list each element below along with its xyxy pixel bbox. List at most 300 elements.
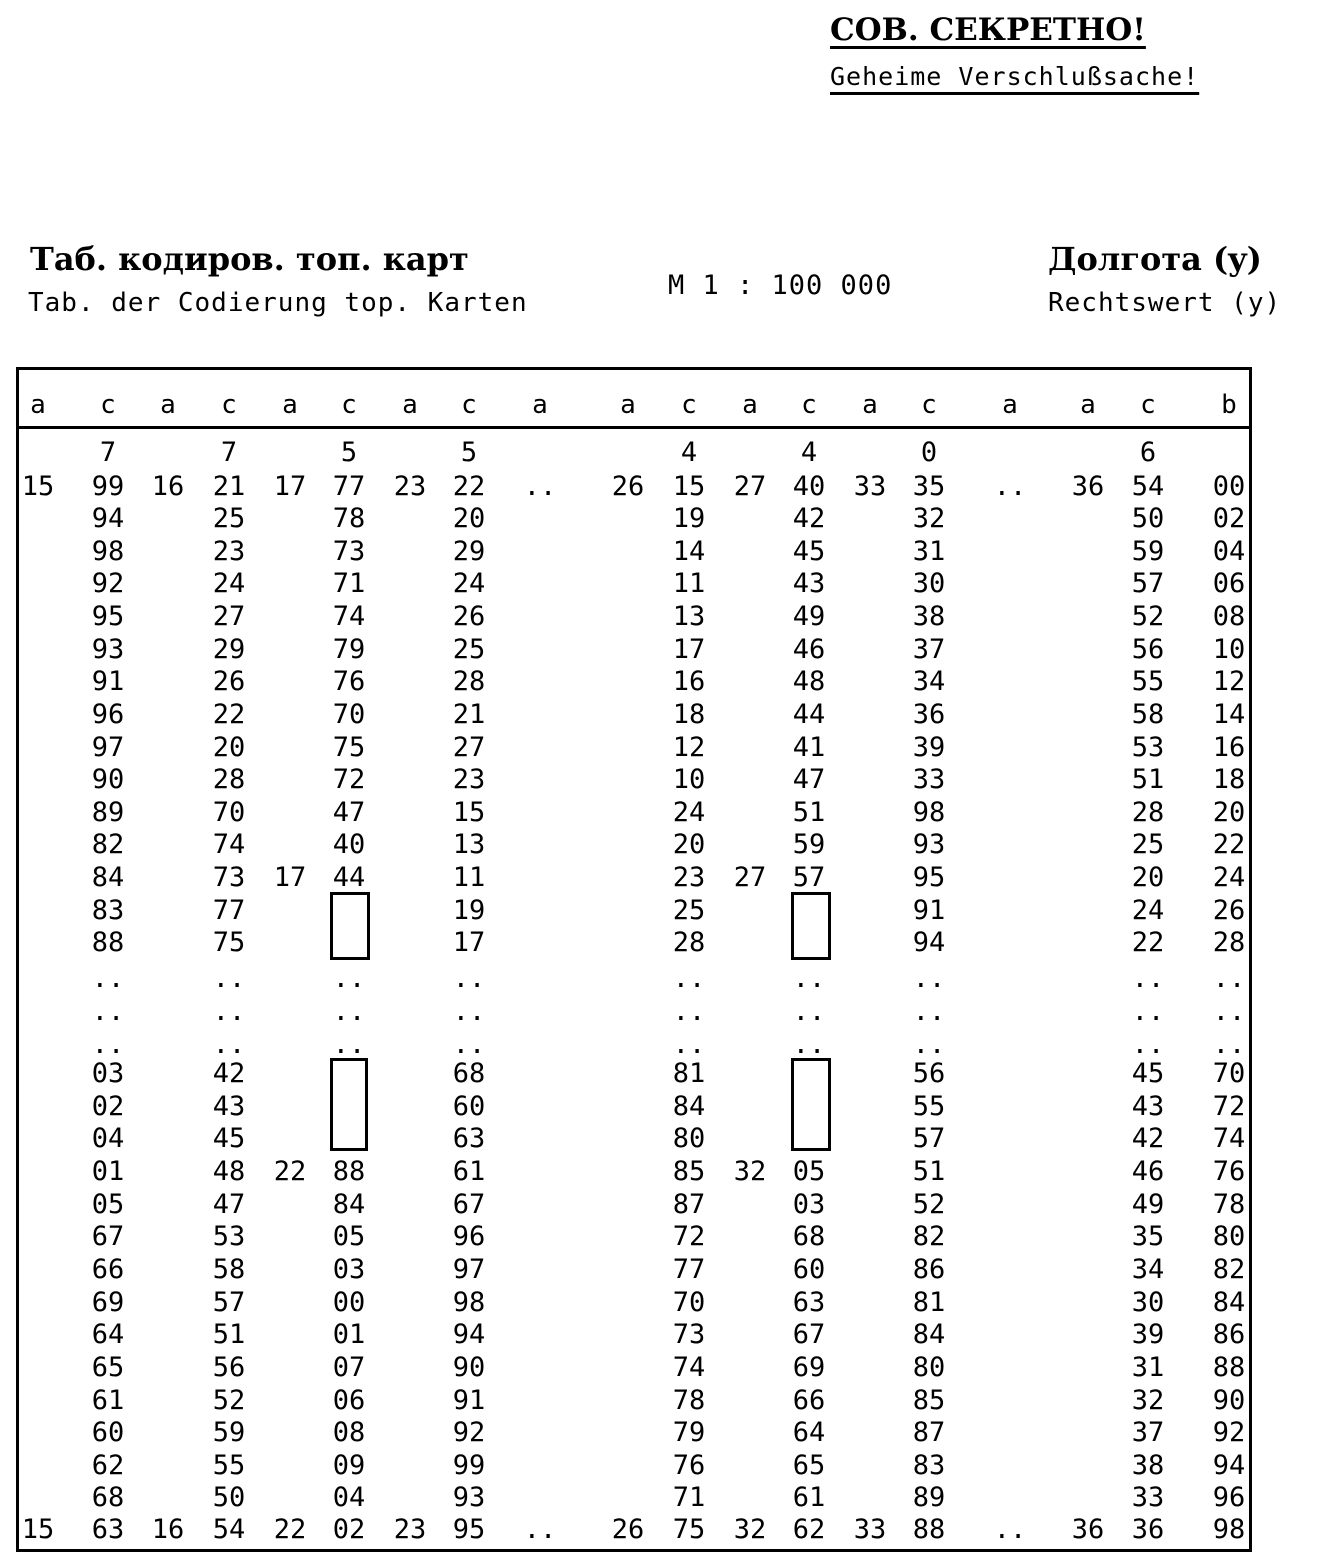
table-cell	[510, 829, 570, 861]
table-cell: 97	[452, 1254, 486, 1285]
table-cell: 71	[332, 568, 366, 599]
table-cell: 19	[672, 503, 706, 534]
table-cell	[380, 1385, 440, 1417]
table-cell	[8, 862, 68, 894]
table-cell	[380, 1123, 440, 1155]
table-cell: 15	[452, 797, 486, 828]
column-header: c	[801, 390, 817, 420]
table-cell: 04	[1212, 536, 1246, 567]
table-cell	[8, 1319, 68, 1351]
table-cell: 10	[1212, 634, 1246, 665]
table-cell: 39	[1131, 1319, 1165, 1350]
table-cell	[510, 666, 570, 698]
table-cell: 24	[452, 568, 486, 599]
table-cell: 98	[452, 1287, 486, 1318]
column-header: c	[221, 390, 237, 420]
table-cell: ..	[1212, 1029, 1246, 1060]
table-cell: 32	[912, 503, 946, 534]
table-cell	[720, 1029, 780, 1061]
table-cell: 82	[912, 1221, 946, 1252]
table-cell: 16	[1212, 732, 1246, 763]
table-cell	[840, 1221, 900, 1253]
table-cell: 49	[1131, 1189, 1165, 1220]
table-cell	[980, 503, 1040, 535]
table-cell: ..	[91, 1029, 125, 1060]
table-cell	[380, 536, 440, 568]
table-cell: 22	[452, 471, 486, 502]
table-cell	[260, 634, 320, 666]
table-cell: 16	[151, 1514, 185, 1545]
table-cell	[980, 601, 1040, 633]
table-cell: 14	[1212, 699, 1246, 730]
table-cell: ..	[672, 963, 706, 994]
table-cell: 25	[1131, 829, 1165, 860]
table-cell: 23	[393, 471, 427, 502]
table-cell: 45	[1131, 1058, 1165, 1089]
table-cell	[1058, 503, 1118, 535]
table-cell: 02	[1212, 503, 1246, 534]
table-cell: 67	[91, 1221, 125, 1252]
table-cell: 15	[21, 471, 55, 502]
table-cell	[8, 666, 68, 698]
table-cell: 43	[212, 1091, 246, 1122]
table-cell: 13	[672, 601, 706, 632]
table-cell: 83	[91, 895, 125, 926]
map-scale: M 1 : 100 000	[668, 270, 893, 301]
table-cell	[1058, 797, 1118, 829]
table-cell: 98	[1212, 1514, 1246, 1545]
table-cell	[510, 601, 570, 633]
table-cell	[980, 1189, 1040, 1221]
table-cell	[1058, 601, 1118, 633]
table-cell: 81	[672, 1058, 706, 1089]
classification-russian: СОВ. СЕКРЕТНО!	[830, 12, 1146, 48]
table-cell	[720, 536, 780, 568]
table-cell: 83	[912, 1450, 946, 1481]
table-cell: 65	[91, 1352, 125, 1383]
table-cell	[510, 568, 570, 600]
table-cell	[840, 829, 900, 861]
table-cell: 62	[792, 1514, 826, 1545]
table-cell	[138, 503, 198, 535]
table-cell: 08	[332, 1417, 366, 1448]
table-cell: 67	[792, 1319, 826, 1350]
table-cell: 81	[912, 1287, 946, 1318]
table-cell: 51	[792, 797, 826, 828]
table-cell: ..	[1212, 963, 1246, 994]
table-cell	[1058, 1156, 1118, 1188]
table-cell	[840, 1156, 900, 1188]
table-cell	[840, 1482, 900, 1514]
table-cell	[138, 437, 198, 469]
table-cell: 6	[1139, 437, 1157, 468]
table-cell	[598, 1287, 658, 1319]
table-cell	[598, 1123, 658, 1155]
table-cell: 62	[91, 1450, 125, 1481]
table-cell	[840, 601, 900, 633]
table-cell	[380, 568, 440, 600]
table-cell	[8, 1417, 68, 1449]
table-cell	[840, 1254, 900, 1286]
table-cell	[260, 1417, 320, 1449]
table-cell	[1058, 1319, 1118, 1351]
table-cell: 90	[91, 764, 125, 795]
table-cell	[138, 601, 198, 633]
table-cell	[1058, 732, 1118, 764]
table-cell: 16	[672, 666, 706, 697]
table-cell	[1058, 1091, 1118, 1123]
table-cell: 59	[792, 829, 826, 860]
table-cell: 94	[452, 1319, 486, 1350]
table-cell	[720, 1091, 780, 1123]
table-cell	[380, 1482, 440, 1514]
table-cell: 24	[212, 568, 246, 599]
table-cell: 17	[273, 471, 307, 502]
table-cell: 40	[792, 471, 826, 502]
table-cell	[598, 1221, 658, 1253]
table-cell	[598, 927, 658, 959]
table-cell: 79	[672, 1417, 706, 1448]
table-cell: 53	[212, 1221, 246, 1252]
table-cell	[138, 996, 198, 1028]
table-cell: 46	[792, 634, 826, 665]
table-cell	[980, 862, 1040, 894]
table-cell: 70	[672, 1287, 706, 1318]
table-cell	[720, 764, 780, 796]
gap-box	[330, 892, 370, 960]
table-cell: 46	[1131, 1156, 1165, 1187]
column-header: a	[30, 390, 46, 420]
table-cell	[510, 963, 570, 995]
table-cell	[260, 1091, 320, 1123]
table-cell	[380, 797, 440, 829]
table-cell	[260, 1221, 320, 1253]
table-cell: 72	[332, 764, 366, 795]
table-cell: 60	[91, 1417, 125, 1448]
table-cell: 18	[1212, 764, 1246, 795]
table-cell	[8, 568, 68, 600]
table-cell: 86	[1212, 1319, 1246, 1350]
table-cell	[980, 666, 1040, 698]
table-cell: 69	[792, 1352, 826, 1383]
table-cell	[260, 1450, 320, 1482]
table-cell	[510, 895, 570, 927]
table-cell	[8, 1287, 68, 1319]
table-cell	[8, 437, 68, 469]
column-header: c	[100, 390, 116, 420]
table-cell: 53	[1131, 732, 1165, 763]
table-cell: 90	[1212, 1385, 1246, 1416]
table-cell: 24	[1212, 862, 1246, 893]
table-cell: 25	[212, 503, 246, 534]
table-cell: 68	[91, 1482, 125, 1513]
table-cell: 03	[91, 1058, 125, 1089]
table-cell	[980, 536, 1040, 568]
table-cell	[598, 996, 658, 1028]
table-cell: 04	[91, 1123, 125, 1154]
table-cell	[1058, 927, 1118, 959]
table-cell	[8, 1189, 68, 1221]
table-cell: 54	[1131, 471, 1165, 502]
table-cell	[260, 1482, 320, 1514]
table-cell: 82	[1212, 1254, 1246, 1285]
table-cell: 82	[91, 829, 125, 860]
table-cell	[598, 1156, 658, 1188]
table-cell: 33	[853, 471, 887, 502]
table-cell: 67	[452, 1189, 486, 1220]
table-cell: 95	[912, 862, 946, 893]
table-cell	[380, 1254, 440, 1286]
column-header: c	[681, 390, 697, 420]
table-cell	[8, 895, 68, 927]
table-cell: ..	[792, 996, 826, 1027]
table-cell: 23	[393, 1514, 427, 1545]
table-cell: ..	[452, 1029, 486, 1060]
table-cell: 74	[332, 601, 366, 632]
table-cell: ..	[91, 963, 125, 994]
table-cell: 96	[1212, 1482, 1246, 1513]
table-cell	[1058, 764, 1118, 796]
table-cell	[8, 732, 68, 764]
table-cell: 36	[912, 699, 946, 730]
table-cell	[260, 1385, 320, 1417]
table-cell	[598, 503, 658, 535]
table-cell	[138, 1123, 198, 1155]
table-cell: ..	[212, 963, 246, 994]
table-cell: 01	[91, 1156, 125, 1187]
table-cell: ..	[452, 963, 486, 994]
table-cell: ..	[672, 1029, 706, 1060]
table-cell	[380, 1417, 440, 1449]
column-header: a	[742, 390, 758, 420]
table-cell: 03	[332, 1254, 366, 1285]
table-cell: 61	[792, 1482, 826, 1513]
table-cell	[980, 1091, 1040, 1123]
table-cell	[8, 764, 68, 796]
table-cell	[840, 996, 900, 1028]
table-cell: 32	[733, 1514, 767, 1545]
table-cell	[720, 1058, 780, 1090]
table-cell	[380, 963, 440, 995]
table-cell	[138, 1417, 198, 1449]
table-cell	[138, 1482, 198, 1514]
table-cell: 26	[611, 471, 645, 502]
gap-box	[791, 892, 831, 960]
table-cell	[980, 764, 1040, 796]
table-cell	[380, 1091, 440, 1123]
table-cell	[380, 1450, 440, 1482]
table-cell	[510, 1254, 570, 1286]
table-cell: 44	[792, 699, 826, 730]
table-cell: 51	[212, 1319, 246, 1350]
table-cell	[840, 1385, 900, 1417]
table-cell: 03	[792, 1189, 826, 1220]
table-cell: 84	[91, 862, 125, 893]
table-cell	[138, 1091, 198, 1123]
table-cell: 36	[1131, 1514, 1165, 1545]
table-cell	[138, 1319, 198, 1351]
table-cell: ..	[672, 996, 706, 1027]
table-cell: 84	[672, 1091, 706, 1122]
table-cell: 73	[332, 536, 366, 567]
table-cell	[138, 862, 198, 894]
table-cell: 52	[1131, 601, 1165, 632]
table-cell: 28	[452, 666, 486, 697]
table-cell	[1058, 437, 1118, 469]
table-cell: 63	[91, 1514, 125, 1545]
table-cell	[720, 1352, 780, 1384]
table-cell	[840, 536, 900, 568]
table-cell: 96	[91, 699, 125, 730]
table-cell	[510, 1221, 570, 1253]
table-cell	[980, 699, 1040, 731]
table-cell	[510, 503, 570, 535]
table-cell: 74	[1212, 1123, 1246, 1154]
table-cell	[720, 797, 780, 829]
table-cell: 95	[452, 1514, 486, 1545]
table-cell: 20	[1212, 797, 1246, 828]
column-header: a	[532, 390, 548, 420]
table-cell: 28	[212, 764, 246, 795]
table-cell: 76	[1212, 1156, 1246, 1187]
table-cell: 06	[332, 1385, 366, 1416]
table-cell: 69	[91, 1287, 125, 1318]
table-cell	[8, 699, 68, 731]
table-cell	[980, 1482, 1040, 1514]
table-cell: ..	[91, 996, 125, 1027]
table-cell: 92	[1212, 1417, 1246, 1448]
table-cell: 84	[912, 1319, 946, 1350]
table-cell: 80	[1212, 1221, 1246, 1252]
table-cell	[1058, 1058, 1118, 1090]
table-cell: 52	[912, 1189, 946, 1220]
table-cell	[8, 1123, 68, 1155]
table-cell: 42	[792, 503, 826, 534]
table-cell	[980, 996, 1040, 1028]
column-header: a	[620, 390, 636, 420]
table-cell	[840, 503, 900, 535]
table-cell	[720, 1221, 780, 1253]
table-cell	[510, 1482, 570, 1514]
table-cell: 15	[672, 471, 706, 502]
table-cell: 75	[212, 927, 246, 958]
table-cell	[138, 1221, 198, 1253]
table-cell: 19	[452, 895, 486, 926]
table-cell: 34	[912, 666, 946, 697]
table-cell	[138, 1352, 198, 1384]
table-cell: 18	[672, 699, 706, 730]
column-header: b	[1221, 390, 1237, 420]
table-cell: 75	[332, 732, 366, 763]
table-cell: 5	[460, 437, 478, 468]
table-cell	[138, 699, 198, 731]
table-cell: 76	[332, 666, 366, 697]
table-cell	[260, 797, 320, 829]
table-cell	[1058, 829, 1118, 861]
table-cell: 88	[912, 1514, 946, 1545]
table-cell	[260, 536, 320, 568]
table-cell	[980, 568, 1040, 600]
table-cell	[1058, 963, 1118, 995]
table-cell: 94	[1212, 1450, 1246, 1481]
table-cell: ..	[523, 471, 557, 502]
table-cell	[260, 437, 320, 469]
table-cell	[720, 732, 780, 764]
table-cell: 80	[912, 1352, 946, 1383]
table-cell: 93	[452, 1482, 486, 1513]
column-header: c	[1140, 390, 1156, 420]
table-cell	[138, 1254, 198, 1286]
table-cell: 70	[332, 699, 366, 730]
table-cell: 50	[1131, 503, 1165, 534]
table-cell: ..	[452, 996, 486, 1027]
table-cell: 17	[273, 862, 307, 893]
table-cell: 97	[91, 732, 125, 763]
table-cell: ..	[212, 996, 246, 1027]
table-cell	[1058, 1189, 1118, 1221]
table-cell: 00	[1212, 471, 1246, 502]
table-cell: 01	[332, 1319, 366, 1350]
table-cell	[598, 1058, 658, 1090]
table-cell	[380, 1287, 440, 1319]
table-cell	[380, 634, 440, 666]
table-cell	[138, 895, 198, 927]
table-cell	[598, 1091, 658, 1123]
table-cell	[8, 1450, 68, 1482]
table-cell: 84	[332, 1189, 366, 1220]
table-cell	[598, 536, 658, 568]
table-cell: 25	[672, 895, 706, 926]
table-cell	[720, 1482, 780, 1514]
table-cell	[380, 1029, 440, 1061]
table-cell	[510, 437, 570, 469]
table-cell	[8, 1091, 68, 1123]
table-cell: 70	[1212, 1058, 1246, 1089]
table-cell	[840, 862, 900, 894]
table-cell: 42	[212, 1058, 246, 1089]
table-cell	[380, 1058, 440, 1090]
column-header: a	[1002, 390, 1018, 420]
table-cell: 64	[792, 1417, 826, 1448]
table-cell: 77	[332, 471, 366, 502]
table-cell	[720, 634, 780, 666]
table-cell: 23	[452, 764, 486, 795]
table-cell	[138, 927, 198, 959]
table-cell	[138, 1058, 198, 1090]
table-cell	[260, 764, 320, 796]
table-cell: 75	[672, 1514, 706, 1545]
table-cell	[840, 568, 900, 600]
table-cell	[840, 927, 900, 959]
table-cell	[138, 1450, 198, 1482]
table-cell	[510, 1189, 570, 1221]
table-cell: 33	[1131, 1482, 1165, 1513]
table-cell: ..	[993, 1514, 1027, 1545]
table-cell: 40	[332, 829, 366, 860]
table-cell	[1058, 1450, 1118, 1482]
table-cell	[260, 1352, 320, 1384]
table-cell: 17	[672, 634, 706, 665]
table-cell: ..	[993, 471, 1027, 502]
table-cell: 60	[452, 1091, 486, 1122]
table-cell: 63	[792, 1287, 826, 1318]
table-cell: 55	[1131, 666, 1165, 697]
table-cell	[598, 764, 658, 796]
table-cell: 93	[91, 634, 125, 665]
table-cell	[840, 1091, 900, 1123]
table-cell	[380, 437, 440, 469]
table-cell	[720, 503, 780, 535]
